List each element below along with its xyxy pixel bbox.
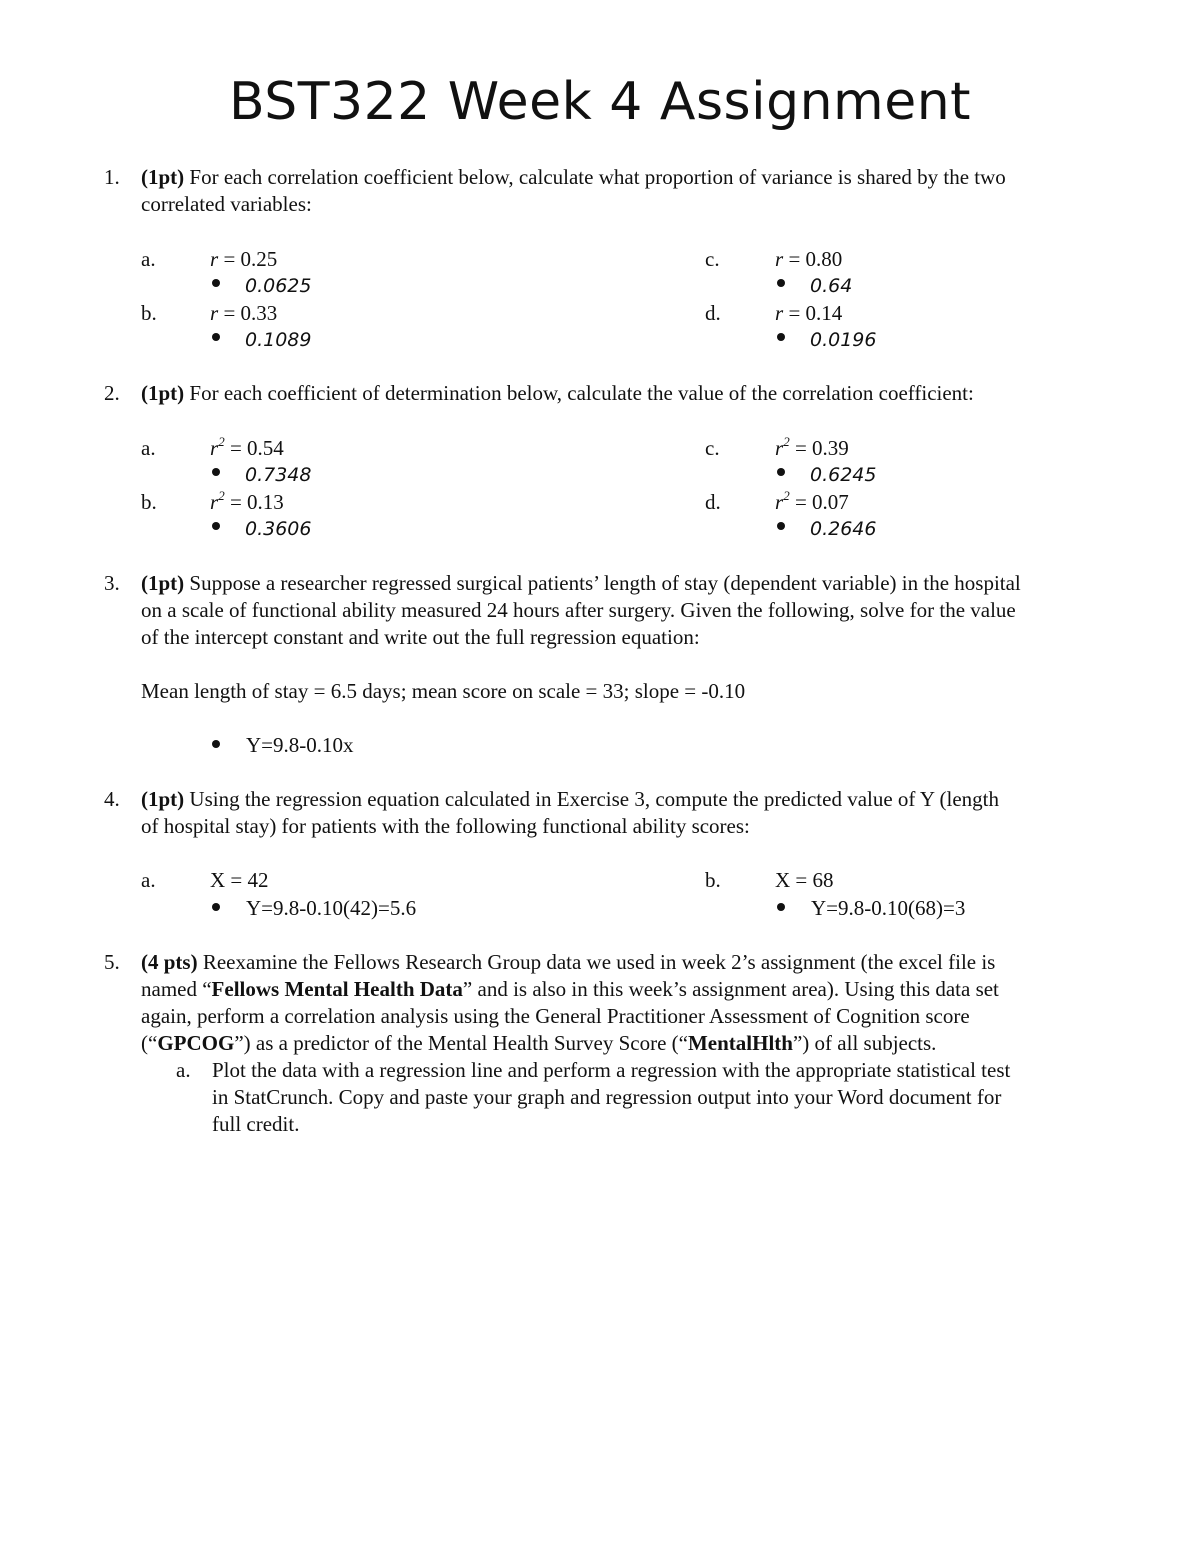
item-letter: a. (141, 436, 156, 460)
points-label: (1pt) (141, 381, 185, 405)
q3-answer: Y=9.8-0.10x (246, 733, 354, 757)
item-letter: c. (705, 436, 720, 460)
question-number: 5. (104, 950, 120, 974)
question-text-line-2: correlated variables: (141, 192, 312, 216)
question-text-line-2: on a scale of functional ability measured 24 hours after surgery. Given the following, solve for the value (141, 598, 1016, 622)
bullet-icon (777, 333, 785, 341)
points-label: (1pt) (141, 787, 185, 811)
item-expression: $r^2 = 0.39$ (775, 434, 849, 460)
item-answer: 0.64 (810, 275, 853, 297)
item-answer: Y=9.8-0.10(42)=5.6 (246, 896, 417, 920)
item-expression: $r^2 = 0.13$ (210, 488, 284, 514)
item-letter: a. (141, 247, 156, 271)
item-letter: b. (141, 490, 157, 514)
question-text: (1pt) Using the regression equation calculated in Exercise 3, compute the predicted value of Y (length (141, 787, 999, 811)
bullet-icon (212, 333, 220, 341)
item-expression: r = 0.33 (210, 301, 278, 325)
item-answer: 0.0196 (810, 329, 877, 351)
item-letter: b. (141, 301, 157, 325)
dataset-name: Fellows Mental Health Data (211, 977, 463, 1001)
given-values: Mean length of stay = 6.5 days; mean score on scale = 33; slope = -0.10 (141, 679, 746, 703)
item-answer: 0.6245 (810, 464, 877, 486)
bullet-icon (212, 279, 220, 287)
question-number: 3. (104, 571, 120, 595)
item-letter: c. (705, 247, 720, 271)
subitem-text-line-1: Plot the data with a regression line and perform a regression with the appropriate statistical test (212, 1058, 1011, 1082)
bullet-icon (212, 740, 220, 748)
question-number: 1. (104, 165, 120, 189)
item-letter: a. (176, 1058, 191, 1082)
subitem-text-line-2: in StatCrunch. Copy and paste your graph and regression output into your Word document for (212, 1085, 1002, 1109)
question-number: 4. (104, 787, 120, 811)
bullet-icon (212, 903, 220, 911)
item-letter: d. (705, 301, 721, 325)
item-expression: r = 0.80 (775, 247, 843, 271)
subitem-text-line-3: full credit. (212, 1112, 300, 1136)
item-letter: d. (705, 490, 721, 514)
item-answer: 0.0625 (245, 275, 312, 297)
points-label: (4 pts) (141, 950, 198, 974)
item-letter: a. (141, 868, 156, 892)
item-expression: r = 0.25 (210, 247, 278, 271)
item-expression: $r^2 = 0.07$ (775, 488, 849, 514)
points-label: (1pt) (141, 571, 185, 595)
bullet-icon (777, 279, 785, 287)
question-text-line-4: (“GPCOG”) as a predictor of the Mental Health Survey Score (“MentalHlth”) of all subjects. (141, 1031, 937, 1055)
question-text-line-2: of hospital stay) for patients with the following functional ability scores: (141, 814, 750, 838)
question-text: (1pt) Suppose a researcher regressed surgical patients’ length of stay (dependent variable) in the hospital (141, 571, 1021, 595)
variable-mentalhlth: MentalHlth (687, 1031, 793, 1055)
bullet-icon (212, 468, 220, 476)
item-letter: b. (705, 868, 721, 892)
bullet-icon (777, 468, 785, 476)
question-number: 2. (104, 381, 120, 405)
item-answer: Y=9.8-0.10(68)=3 (811, 896, 966, 920)
item-expression: X = 42 (210, 868, 269, 892)
question-text: (1pt) For each correlation coefficient below, calculate what proportion of variance is shared by the two (141, 165, 1006, 189)
page-title: BST322 Week 4 Assignment (228, 72, 972, 132)
item-answer: 0.3606 (245, 518, 312, 540)
points-label: (1pt) (141, 165, 185, 189)
question-text-line-3: of the intercept constant and write out the full regression equation: (141, 625, 700, 649)
item-answer: 0.7348 (245, 464, 312, 486)
question-text-line-2: named “Fellows Mental Health Data” and is also in this week’s assignment area). Using this data set (141, 977, 999, 1001)
bullet-icon (777, 522, 785, 530)
question-text-line-3: again, perform a correlation analysis using the General Practitioner Assessment of Cognition score (141, 1004, 970, 1028)
item-expression: $r^2 = 0.54$ (210, 434, 284, 460)
variable-gpcog: GPCOG (157, 1031, 235, 1055)
question-text: (4 pts) Reexamine the Fellows Research Group data we used in week 2’s assignment (the excel file is (141, 950, 996, 974)
bullet-icon (212, 522, 220, 530)
item-expression: X = 68 (775, 868, 834, 892)
item-expression: r = 0.14 (775, 301, 843, 325)
item-answer: 0.1089 (245, 329, 312, 351)
bullet-icon (777, 903, 785, 911)
question-text: (1pt) For each coefficient of determination below, calculate the value of the correlation coefficient: (141, 381, 974, 405)
item-answer: 0.2646 (810, 518, 877, 540)
